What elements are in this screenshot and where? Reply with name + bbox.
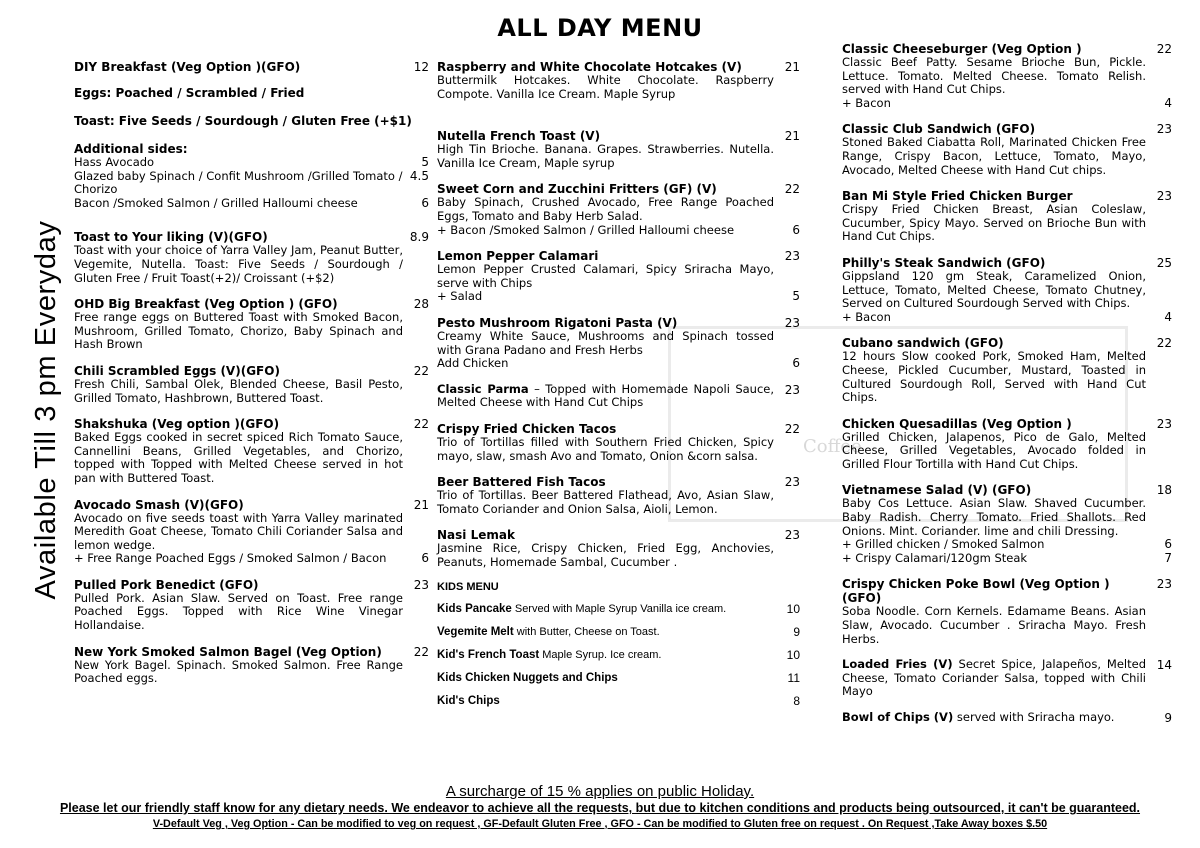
item-name: Loaded Fries (V) [842, 657, 953, 672]
side-row [74, 170, 429, 197]
menu-item [437, 249, 800, 304]
item-price: 8.9 [409, 230, 429, 245]
menu-item [842, 122, 1172, 177]
item-name: Chili Scrambled Eggs (V)(GFO) [74, 363, 280, 378]
extra-price: 6 [421, 551, 429, 566]
extra-price: 7 [1164, 550, 1172, 565]
kids-item-price: 9 [793, 625, 800, 640]
item-name: Shakshuka (Veg option )(GFO) [74, 417, 280, 432]
item-description: Pulled Pork. Asian Slaw. Served on Toast. Free range Poached Eggs. Topped with Rice Wine Vinegar Hollandaise. [74, 590, 403, 633]
menu-item [74, 578, 429, 633]
item-name: DIY Breakfast (Veg Option )(GFO) [74, 60, 301, 74]
menu-item [437, 182, 800, 237]
item-description: Jasmine Rice, Crispy Chicken, Fried Egg, Anchovies, Peanuts, Homemade Sambal, Cucumber . [437, 541, 774, 569]
kids-item-price: 8 [793, 694, 800, 709]
item-price: 14 [1156, 658, 1172, 673]
side-text: Glazed baby Spinach / Confit Mushroom /Grilled Tomato / Chorizo [74, 168, 403, 197]
item-extra [74, 552, 429, 566]
side-row [74, 197, 429, 211]
item-description: Crispy Fried Chicken Breast, Asian Coleslaw, Cucumber, Spicy Mayo. Served on Brioche Bun with Hand Cut Chips. [842, 202, 1146, 244]
item-price: 25 [1156, 255, 1172, 270]
item-price: 21 [784, 60, 800, 74]
page-title: ALL DAY MENU [497, 14, 703, 42]
item-description: Avocado on five seeds toast with Yarra Valley marinated Meredith Goat Cheese, Tomato Chili Coriander Salsa and lemon wedge. [74, 510, 403, 552]
extra-text: Add Chicken [437, 356, 509, 371]
item-price: 22 [784, 421, 800, 436]
item-description: Toast with your choice of Yarra Valley Jam, Peanut Butter, Vegemite, Nutella. Toast: Five Seeds / Sourdough / Gluten Free / Fruit Toast(+2)/ Croissant (+$2) [74, 243, 403, 285]
extra-text: + Crispy Calamari/120gm Steak [842, 550, 1028, 565]
menu-item [74, 364, 429, 405]
item-name: Pulled Pork Benedict (GFO) [74, 577, 259, 592]
item-name: Pesto Mushroom Rigatoni Pasta (V) [437, 315, 678, 330]
item-line [842, 658, 1172, 699]
item-name: Avocado Smash (V)(GFO) [74, 497, 244, 512]
availability-banner: Available Till 3 pm Everyday [30, 220, 62, 600]
item-price: 23 [1156, 122, 1172, 137]
item-name: Beer Battered Fish Tacos [437, 475, 606, 490]
dietary-note: Please let our friendly staff know for any dietary needs. We endeavor to achieve all the requests, but due to kitchen conditions and products being outsourced, it can't be guaranteed. [59, 801, 1141, 815]
item-description: Trio of Tortillas. Beer Battered Flathead, Avo, Asian Slaw, Tomato Coriander and Onion Salsa, Aioli, Lemon. [437, 488, 774, 516]
item-description: Baby Spinach, Crushed Avocado, Free Range Poached Eggs, Tomato and Baby Herb Salad. [437, 195, 774, 223]
item-description: Fresh Chili, Sambal Olek, Blended Cheese, Basil Pesto, Grilled Tomato, Hashbrown, Buttered Toast. [74, 376, 403, 405]
item-description: Lemon Pepper Crusted Calamari, Spicy Sriracha Mayo, serve with Chips [437, 262, 774, 290]
menu-column-3 [842, 42, 1172, 737]
item-description: Soba Noodle. Corn Kernels. Edamame Beans. Asian Slaw, Avocado. Cucumber . Sriracha Mayo. Fresh Herbs. [842, 604, 1146, 646]
extra-price: 4 [1164, 95, 1172, 110]
item-name: Philly's Steak Sandwich (GFO) [842, 255, 1046, 270]
menu-item [437, 316, 800, 371]
side-price: 5 [421, 155, 429, 169]
side-price: 4.5 [409, 168, 429, 183]
item-price: 23 [784, 382, 800, 397]
item-description: Grilled Chicken, Jalapenos, Pico de Galo, Melted Cheese, Grilled Vegetables, Avocado folded in Grilled Flour Tortilla with Hand Cut Chips. [842, 429, 1146, 471]
item-price: 22 [1156, 42, 1172, 56]
menu-item [437, 129, 800, 170]
item-description: Stoned Baked Ciabatta Roll, Marinated Chicken Free Range, Crispy Bacon, Lettuce, Tomato, Mayo, Avocado, Melted Cheese with Hand Cut chips. [842, 135, 1146, 177]
kids-item-price: 11 [787, 671, 800, 686]
menu-item [74, 645, 429, 686]
extra-text: + Salad [437, 289, 483, 304]
item-price: 23 [784, 528, 800, 543]
legend-note: V-Default Veg , Veg Option - Can be modified to veg on request , GF-Default Gluten Free , GFO - Can be modified to Gluten free on request . On Request ,Take Away boxes $.50 [152, 818, 1048, 830]
kids-item [437, 626, 800, 638]
item-extra [437, 357, 800, 371]
item-name: Raspberry and White Chocolate Hotcakes (V) [437, 60, 742, 74]
item-name: Nutella French Toast (V) [437, 129, 601, 144]
menu-item [74, 230, 429, 285]
side-text: Bacon /Smoked Salmon / Grilled Halloumi cheese [74, 195, 358, 210]
item-extra [437, 224, 800, 238]
menu-item [74, 417, 429, 485]
item-name: Chicken Quesadillas (Veg Option ) [842, 416, 1072, 431]
menu-item [842, 577, 1172, 646]
item-name: Bowl of Chips (V) [842, 710, 954, 724]
menu-item [437, 383, 800, 410]
kids-menu-heading: KIDS MENU [437, 581, 499, 594]
item-description: Creamy White Sauce, Mushrooms and Spinach tossed with Grana Padano and Fresh Herbs [437, 328, 774, 357]
additional-sides [74, 142, 429, 210]
extra-price: 6 [792, 222, 800, 237]
extra-price: 4 [1164, 309, 1172, 324]
kids-item-desc: Served with Maple Syrup Vanilla ice cream. [511, 603, 727, 616]
kids-item-desc: with Butter, Cheese on Toast. [513, 626, 660, 639]
item-price: 23 [784, 249, 800, 264]
item-name: Cubano sandwich (GFO) [842, 336, 1004, 351]
extra-price: 6 [792, 356, 800, 371]
menu-item [437, 60, 800, 101]
item-description: Classic Beef Patty. Sesame Brioche Bun, Pickle. Lettuce. Tomato. Melted Cheese. Tomato Relish. served with Hand Cut Chips. [842, 55, 1146, 97]
menu-item [842, 658, 1172, 699]
item-price: 23 [413, 577, 429, 592]
extra-price: 5 [792, 289, 800, 304]
kids-item-desc: Maple Syrup. Ice cream. [539, 649, 662, 662]
item-name: New York Smoked Salmon Bagel (Veg Option) [74, 644, 382, 659]
item-name: Classic Club Sandwich (GFO) [842, 122, 1036, 137]
item-line [842, 711, 1172, 725]
item-name: Ban Mi Style Fried Chicken Burger [842, 189, 1073, 204]
menu-column-1 [74, 60, 429, 698]
item-name: Sweet Corn and Zucchini Fritters (GF) (V) [437, 182, 717, 197]
item-name: Nasi Lemak [437, 528, 515, 543]
item-name: Vietnamese Salad (V) (GFO) [842, 483, 1032, 498]
item-extra [437, 290, 800, 304]
menu-item [842, 336, 1172, 404]
item-name: Crispy Chicken Poke Bowl (Veg Option ) (GFO) [842, 577, 1110, 606]
item-price: 28 [413, 297, 429, 312]
item-price: 23 [1156, 189, 1172, 204]
extra-text: + Bacon [842, 95, 891, 110]
kids-item-name: Kid's French Toast [437, 649, 540, 662]
menu-item [74, 60, 429, 74]
kids-item [437, 603, 800, 615]
menu-item [842, 417, 1172, 472]
extra-text: + Bacon /Smoked Salmon / Grilled Halloumi cheese [437, 222, 735, 237]
item-name: Classic Parma [437, 381, 529, 396]
kids-item-price: 10 [786, 648, 800, 663]
kids-item-price: 10 [786, 602, 800, 617]
item-price: 21 [413, 497, 429, 512]
item-price: 21 [784, 129, 800, 144]
item-name: Crispy Fried Chicken Tacos [437, 421, 617, 436]
side-row [74, 156, 429, 170]
item-description: Buttermilk Hotcakes. White Chocolate. Raspberry Compote. Vanilla Ice Cream. Maple Syrup [437, 73, 774, 101]
menu-item [842, 189, 1172, 244]
item-name: Lemon Pepper Calamari [437, 249, 599, 264]
side-price: 6 [421, 195, 429, 210]
item-description: 12 hours Slow cooked Pork, Smoked Ham, Melted Cheese, Pickled Cucumber, Mustard, Toasted in Cultured Sourdough Roll, Served with Hand Cut Chips. [842, 349, 1146, 405]
menu-item [842, 483, 1172, 565]
item-price: 9 [1164, 711, 1172, 725]
kids-item [437, 695, 800, 707]
item-description: – Topped with Homemade Napoli Sauce, Melted Cheese with Hand Cut Chips [437, 381, 775, 410]
item-extra [842, 311, 1172, 325]
item-description: Baked Eggs cooked in secret spiced Rich Tomato Sauce, Cannellini Beans, Grilled Vegetables, and Chorizo, topped with Topped with Melted Cheese served in hot pan with Buttered Toast. [74, 430, 403, 485]
menu-item [437, 528, 800, 569]
menu-item [842, 256, 1172, 324]
item-price: 22 [413, 417, 429, 432]
item-price: 22 [1156, 336, 1172, 351]
side-text: Hass Avocado [74, 155, 155, 169]
item-description: Free range eggs on Buttered Toast with Smoked Bacon, Mushroom, Grilled Tomato, Chorizo, Baby Spinach and Hash Brown [74, 310, 403, 352]
menu-item [437, 475, 800, 516]
item-description: served with Sriracha mayo. [953, 710, 1115, 724]
egg-options: Eggs: Poached / Scrambled / Fried [74, 86, 305, 100]
item-name: Classic Cheeseburger (Veg Option ) [842, 42, 1082, 56]
kids-item [437, 649, 800, 661]
additional-sides-heading: Additional sides: [74, 142, 188, 156]
menu-column-2 [437, 60, 800, 718]
item-description: Baby Cos Lettuce. Asian Slaw. Shaved Cucumber. Baby Radish. Cherry Tomato. Fried Shallots. Red Onions. Mint. Coriander. lime and chili Dressing. [842, 496, 1146, 538]
kids-item [437, 672, 800, 684]
extra-text: + Free Range Poached Eggs / Smoked Salmon / Bacon [74, 551, 387, 566]
item-price: 22 [784, 182, 800, 197]
item-price: 22 [413, 644, 429, 659]
extra-text: + Grilled chicken / Smoked Salmon [842, 537, 1045, 552]
surcharge-note: A surcharge of 15 % applies on public Holiday. [445, 783, 755, 800]
menu-item [842, 42, 1172, 110]
item-price: 23 [784, 315, 800, 330]
item-name: Toast to Your liking (V)(GFO) [74, 230, 268, 245]
item-extra [842, 97, 1172, 111]
kids-item-name: Kids Pancake [437, 603, 512, 616]
kids-item-name: Kids Chicken Nuggets and Chips [437, 672, 618, 685]
item-line [437, 383, 800, 410]
menu-item [842, 711, 1172, 725]
item-description: Trio of Tortillas filled with Southern Fried Chicken, Spicy mayo, slaw, smash Avo and Tomato, Onion &corn salsa. [437, 434, 774, 463]
kids-item-name: Vegemite Melt [437, 626, 514, 639]
menu-item [74, 297, 429, 352]
item-description: High Tin Brioche. Banana. Grapes. Strawberries. Nutella. Vanilla Ice Cream, Maple syrup [437, 142, 774, 170]
item-price: 23 [784, 475, 800, 490]
extra-price: 6 [1164, 537, 1172, 552]
menu-item [74, 498, 429, 566]
item-price: 23 [1156, 577, 1172, 592]
item-price: 12 [413, 60, 429, 74]
item-extra [842, 538, 1172, 552]
extra-text: + Bacon [842, 309, 891, 324]
item-price: 18 [1156, 483, 1172, 498]
kids-item-name: Kid's Chips [437, 695, 500, 708]
item-description: Gippsland 120 gm Steak, Caramelized Onion, Lettuce, Tomato, Melted Cheese, Tomato Chutney, Served on Cultured Sourdough Served with Chips. [842, 268, 1146, 311]
item-description: New York Bagel. Spinach. Smoked Salmon. Free Range Poached eggs. [74, 657, 403, 686]
toast-options: Toast: Five Seeds / Sourdough / Gluten Free (+$1) [74, 114, 412, 128]
item-name: OHD Big Breakfast (Veg Option ) (GFO) [74, 297, 338, 312]
item-extra [842, 552, 1172, 566]
item-description: Secret Spice, Jalapeños, Melted Cheese, Tomato Coriander Salsa, topped with Chili Mayo [842, 657, 1146, 699]
item-price: 23 [1156, 416, 1172, 431]
item-price: 22 [413, 363, 429, 378]
menu-item [437, 422, 800, 463]
logo-watermark-text: Coffee [803, 436, 862, 457]
